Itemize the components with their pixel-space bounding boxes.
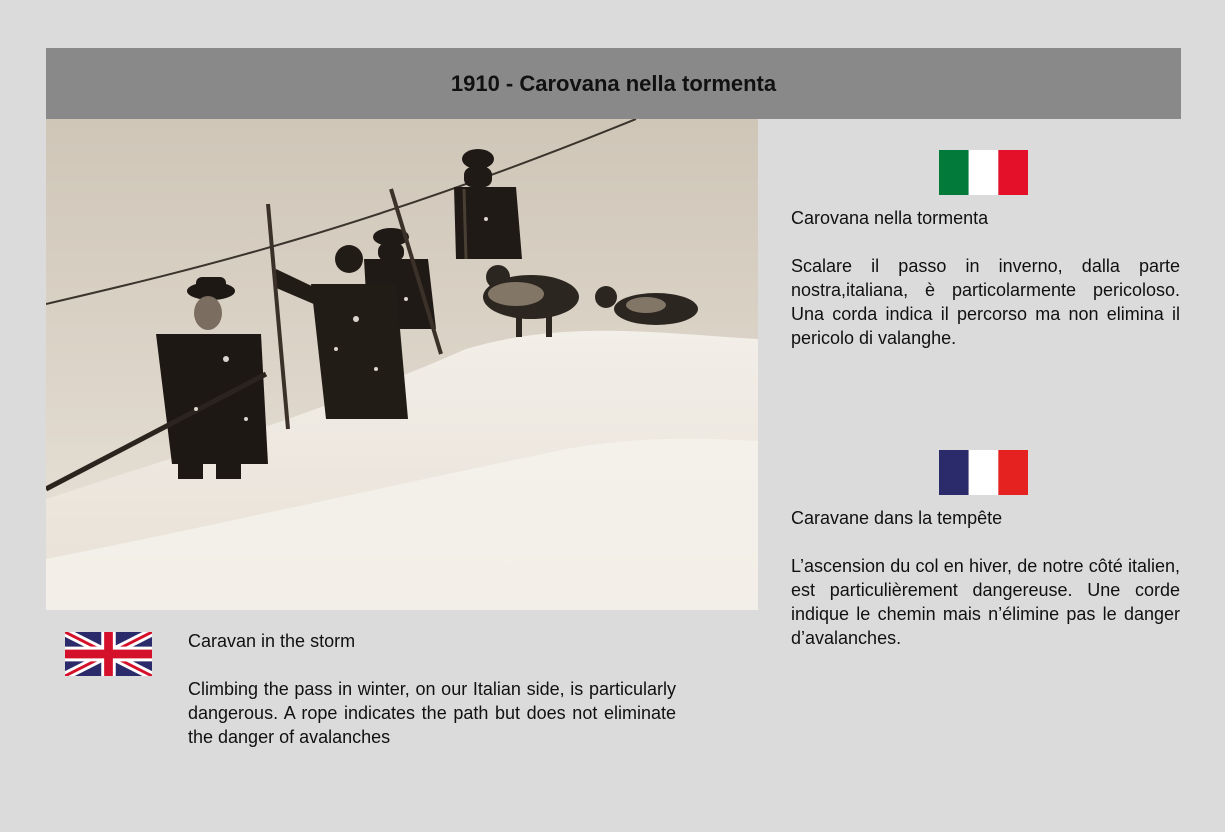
italian-text-block (791, 206, 1180, 350)
italian-title: Carovana nella tormenta (791, 208, 989, 228)
uk-flag-icon (65, 632, 152, 676)
english-text-block (188, 629, 676, 749)
french-flag-icon (939, 450, 1028, 495)
photo-illustration (46, 119, 758, 610)
page-header (46, 48, 1181, 119)
english-title: Caravan in the storm (188, 631, 356, 651)
page-title: 1910 - Carovana nella tormenta (450, 70, 777, 96)
english-body: Climbing the pass in winter, on our Italian side, is particularly dangerous. A rope indicates the path but does not eliminate the danger of avalanches (188, 679, 676, 747)
italian-flag-icon (939, 150, 1028, 195)
french-text-block (791, 506, 1180, 650)
italian-body: Scalare il passo in inverno, dalla parte nostra,italiana, è particolarmente pericoloso. Una corda indica il percorso ma non elimina il pericolo di valanghe. (791, 256, 1180, 348)
french-title: Caravane dans la tempête (791, 508, 1003, 528)
french-body: L’ascension du col en hiver, de notre côté italien, est particulièrement dangereuse. Une corde indique le chemin mais n’élimine pas le danger d’avalanches. (791, 556, 1180, 648)
historic-photo (46, 119, 758, 610)
